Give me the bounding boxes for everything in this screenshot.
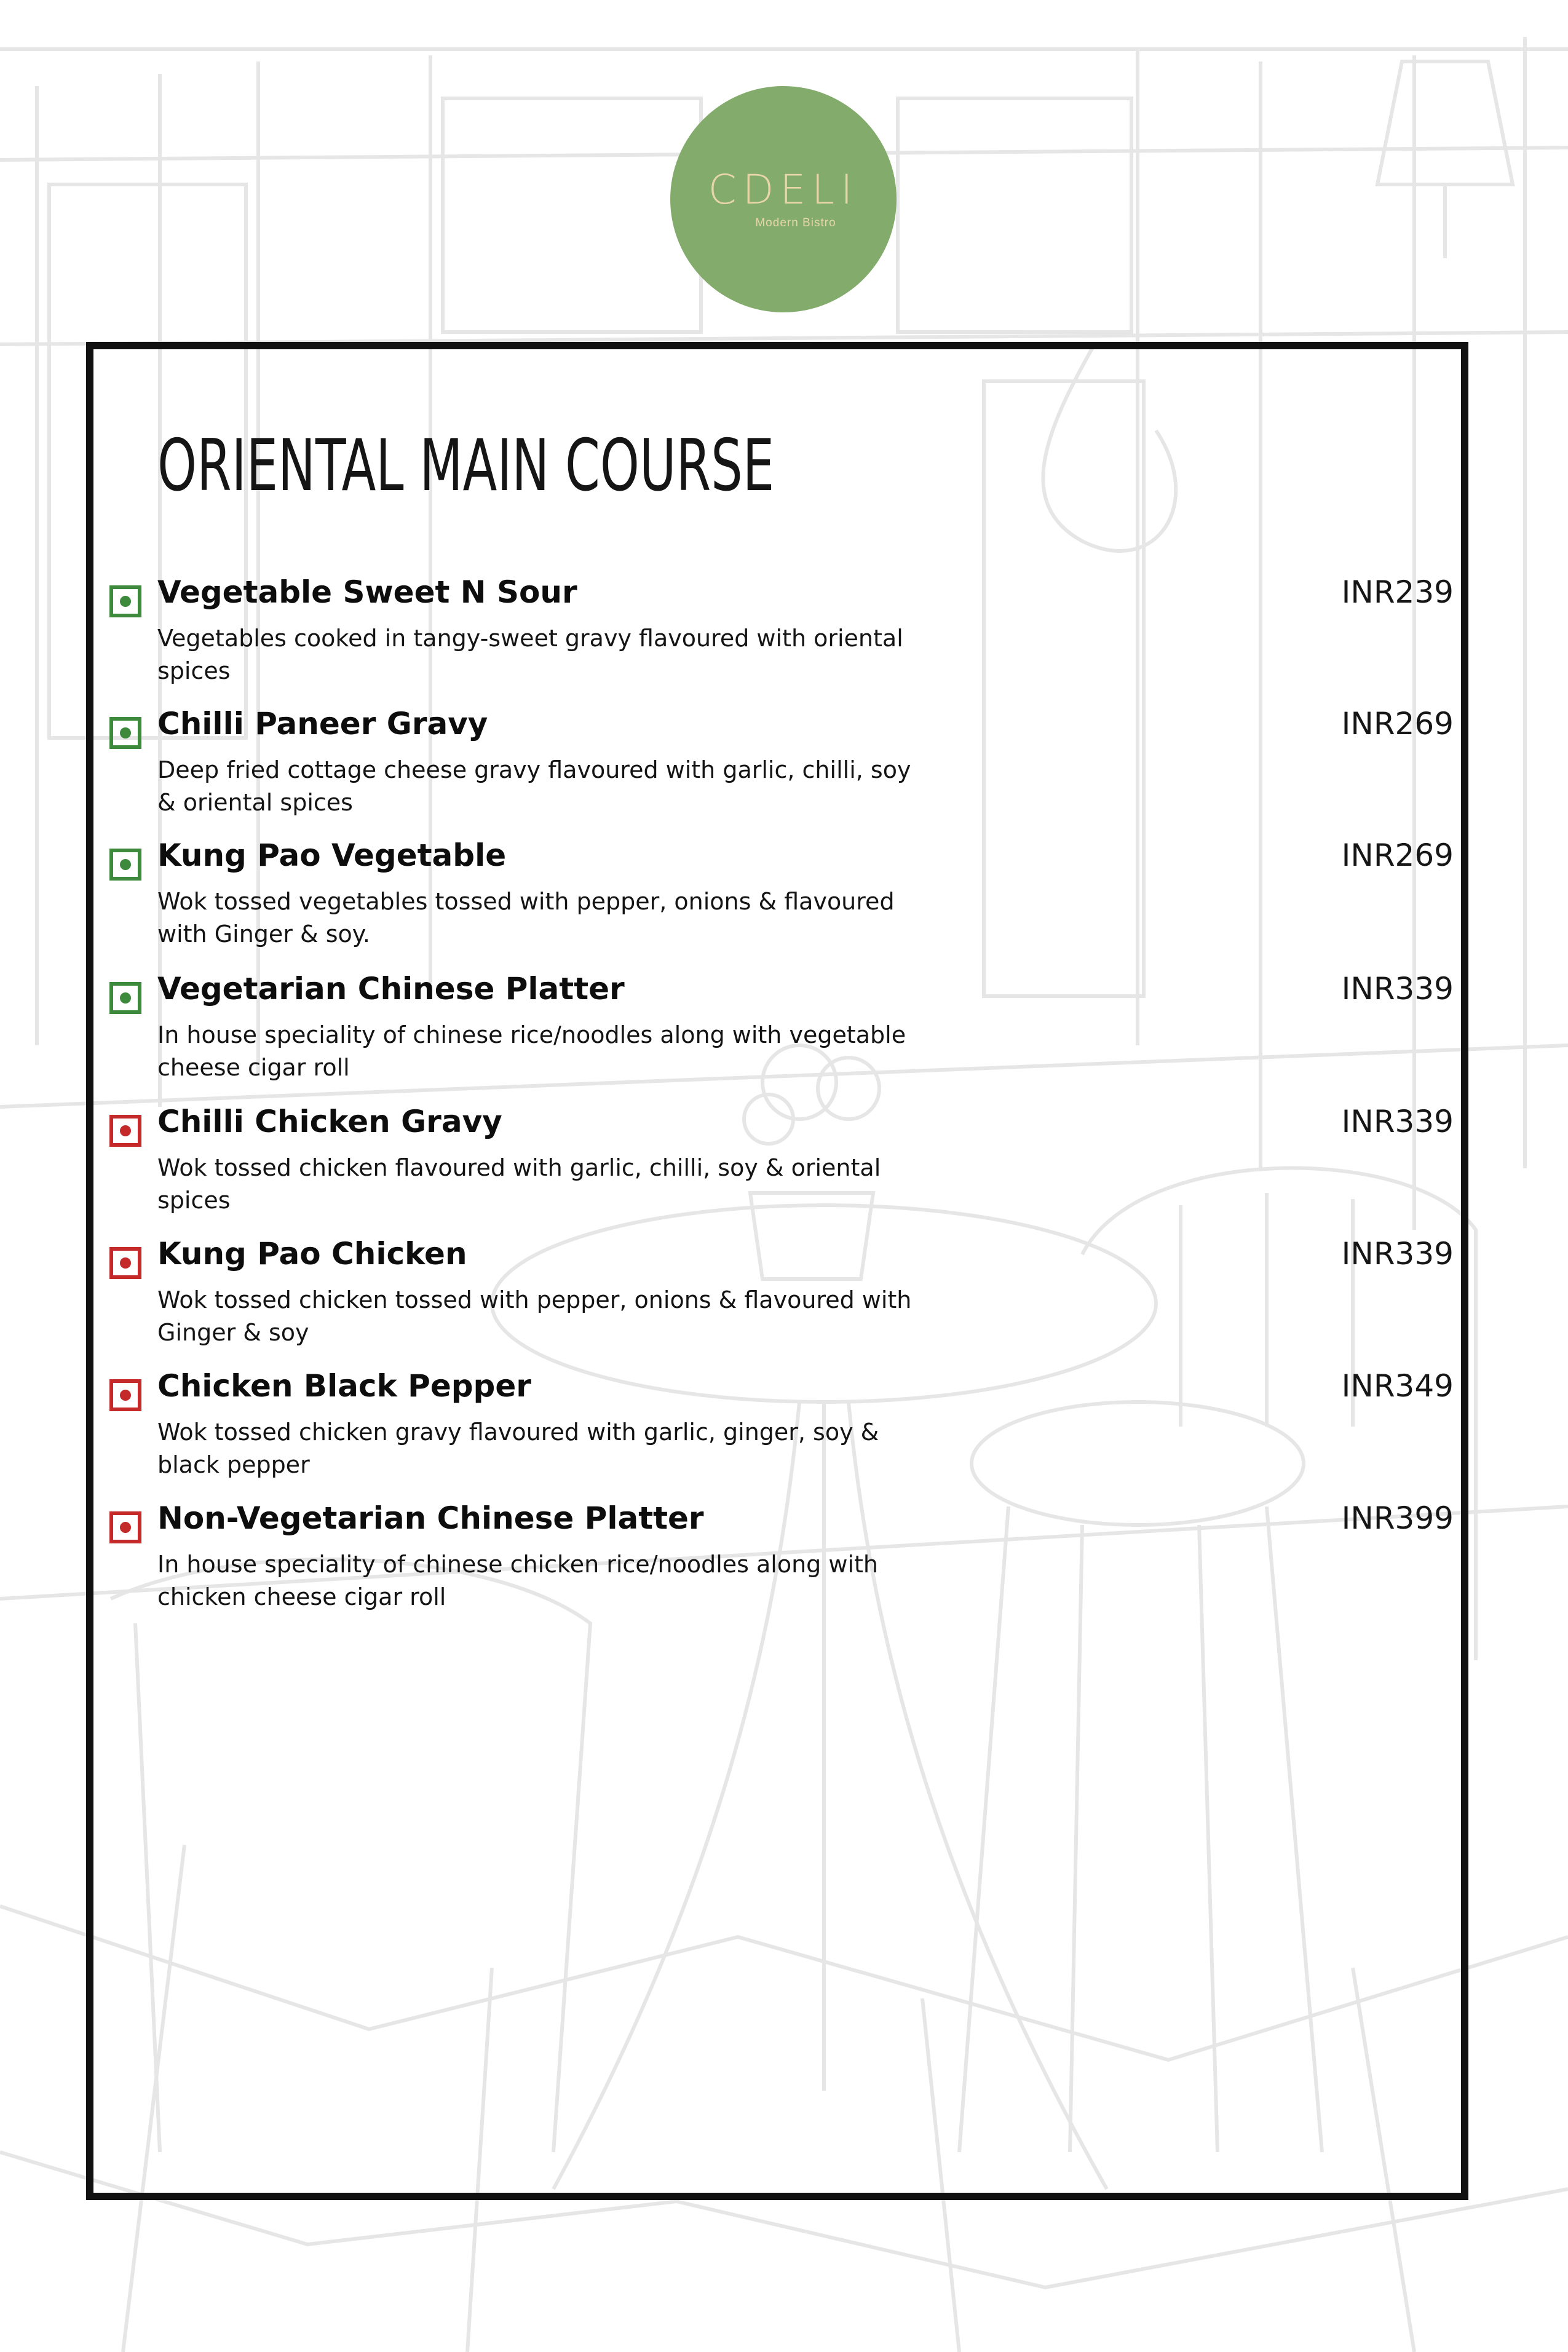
item-description: Wok tossed chicken tossed with pepper, onions & flavoured with Ginger & soy bbox=[157, 1286, 912, 1346]
item-description: Wok tossed vegetables tossed with pepper, onions & flavoured with Ginger & soy. bbox=[157, 888, 895, 948]
brand-tagline: Modern Bistro bbox=[755, 216, 836, 229]
menu-item bbox=[0, 1368, 1568, 1490]
veg-icon bbox=[109, 717, 141, 749]
non-veg-icon bbox=[109, 1511, 141, 1543]
menu-item bbox=[0, 574, 1568, 696]
item-price: INR339 bbox=[1341, 971, 1454, 1007]
brand-logo bbox=[670, 86, 897, 312]
item-price: INR239 bbox=[1341, 574, 1454, 610]
item-name: Chilli Chicken Gravy bbox=[157, 1104, 502, 1139]
item-description: Vegetables cooked in tangy-sweet gravy flavoured with oriental spices bbox=[157, 625, 903, 684]
non-veg-icon bbox=[109, 1115, 141, 1147]
item-name: Vegetable Sweet N Sour bbox=[157, 574, 577, 610]
menu-item bbox=[0, 1500, 1568, 1622]
item-price: INR269 bbox=[1341, 837, 1454, 873]
brand-name: CDELI bbox=[708, 166, 859, 213]
menu-item bbox=[0, 1104, 1568, 1225]
non-veg-icon bbox=[109, 1247, 141, 1279]
item-name: Vegetarian Chinese Platter bbox=[157, 971, 625, 1007]
item-description: Wok tossed chicken gravy flavoured with garlic, ginger, soy & black pepper bbox=[157, 1419, 879, 1478]
item-name: Chilli Paneer Gravy bbox=[157, 706, 488, 742]
veg-icon bbox=[109, 982, 141, 1014]
item-description: Wok tossed chicken flavoured with garlic, chilli, soy & oriental spices bbox=[157, 1154, 881, 1214]
menu-item bbox=[0, 837, 1568, 959]
item-description: Deep fried cottage cheese gravy flavoured with garlic, chilli, soy & oriental spices bbox=[157, 756, 911, 816]
item-price: INR269 bbox=[1341, 706, 1454, 742]
non-veg-icon bbox=[109, 1379, 141, 1411]
menu-item bbox=[0, 1236, 1568, 1358]
item-price: INR349 bbox=[1341, 1368, 1454, 1404]
menu-item bbox=[0, 706, 1568, 828]
veg-icon bbox=[109, 849, 141, 881]
item-name: Chicken Black Pepper bbox=[157, 1368, 531, 1404]
item-price: INR339 bbox=[1341, 1104, 1454, 1139]
item-name: Non-Vegetarian Chinese Platter bbox=[157, 1500, 704, 1536]
item-price: INR399 bbox=[1341, 1500, 1454, 1536]
item-name: Kung Pao Vegetable bbox=[157, 837, 507, 873]
section-title: ORIENTAL MAIN COURSE bbox=[157, 424, 775, 507]
item-description: In house speciality of chinese rice/noodles along with vegetable cheese cigar roll bbox=[157, 1021, 906, 1081]
item-price: INR339 bbox=[1341, 1236, 1454, 1272]
veg-icon bbox=[109, 585, 141, 617]
menu-item bbox=[0, 971, 1568, 1093]
item-name: Kung Pao Chicken bbox=[157, 1236, 467, 1272]
item-description: In house speciality of chinese chicken rice/noodles along with chicken cheese cigar roll bbox=[157, 1551, 879, 1610]
